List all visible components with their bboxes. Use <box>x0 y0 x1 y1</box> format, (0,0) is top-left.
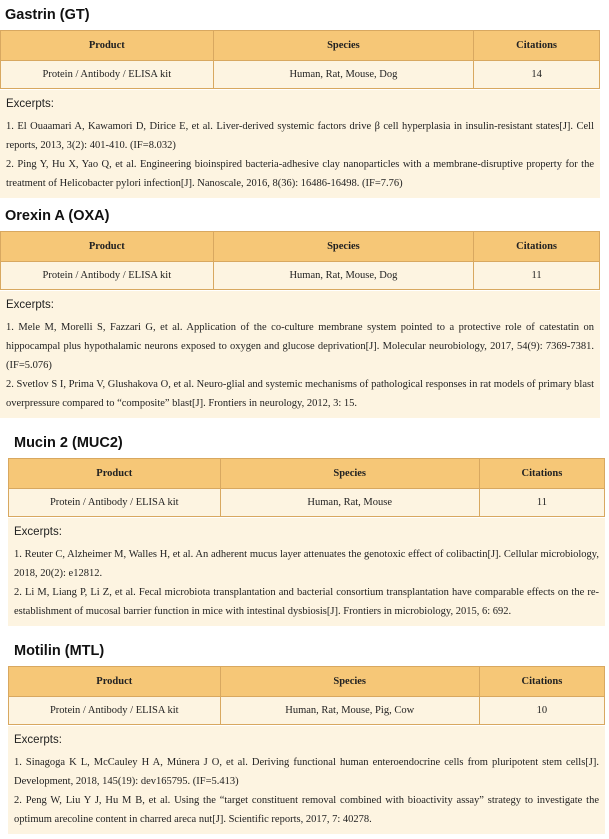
excerpts-box <box>0 90 600 198</box>
section-mucin-2 <box>8 428 605 626</box>
product-cell: Protein / Antibody / ELISA kit <box>1 262 214 290</box>
section-motilin <box>8 636 605 834</box>
product-cell: Protein / Antibody / ELISA kit <box>9 697 221 725</box>
product-cell: Protein / Antibody / ELISA kit <box>9 489 221 517</box>
reference-item: 2. Peng W, Liu Y J, Hu M B, et al. Using the “target constituent removal combined with bioactivity assay” strategy to investigate the optimum arecoline content in charred areca nut[J]. Scientific reports, 2017, 7: 40278. <box>14 795 599 825</box>
citations-header: Citations <box>479 459 604 489</box>
product-header: Product <box>9 459 221 489</box>
citations-cell: 10 <box>479 697 604 725</box>
table-header-row <box>9 667 605 697</box>
excerpts-label: Excerpts: <box>6 299 54 311</box>
reference-item: 1. Mele M, Morelli S, Fazzari G, et al. Application of the co-culture membrane system pointed to a protective role of catestatin on hippocampal plus hypothalamic neurons exposed to oxygen and glucose deprivation[J]. Molecular neurobiology, 2017, 54(9): 7369-7381. (IF=5.076) <box>6 322 594 371</box>
species-header: Species <box>220 667 479 697</box>
section-gastrin <box>0 0 600 198</box>
table-row <box>1 61 600 89</box>
section-title: Orexin A (OXA) <box>5 208 110 224</box>
excerpts-box <box>8 726 605 834</box>
citations-cell: 11 <box>479 489 604 517</box>
citations-cell: 11 <box>474 262 600 290</box>
info-table <box>8 666 605 725</box>
excerpts-label: Excerpts: <box>14 734 62 746</box>
table-row <box>9 697 605 725</box>
reference-item: 2. Li M, Liang P, Li Z, et al. Fecal microbiota transplantation and bacterial consortium transplantation have comparable effects on the re-establishment of mucosal barrier function in mice with intestinal dysbiosis[J]. Frontiers in microbiology, 2015, 6: 692. <box>14 587 599 617</box>
section-title: Motilin (MTL) <box>14 643 105 659</box>
section-title: Mucin 2 (MUC2) <box>14 435 123 451</box>
citations-header: Citations <box>474 31 600 61</box>
reference-item: 1. Sinagoga K L, McCauley H A, Múnera J O, et al. Deriving functional human enteroendocrine cells from pluripotent stem cells[J]. Development, 2018, 145(19): dev165795. (IF=5.413) <box>14 757 599 787</box>
info-table <box>0 30 600 89</box>
reference-item: 1. El Ouaamari A, Kawamori D, Dirice E, et al. Liver-derived systemic factors drive β cell hyperplasia in insulin-resistant states[J]. Cell reports, 2013, 3(2): 401-410. (IF=8.032) <box>6 121 594 151</box>
excerpts-box <box>8 518 605 626</box>
species-cell: Human, Rat, Mouse, Pig, Cow <box>220 697 479 725</box>
table-header-row <box>1 232 600 262</box>
product-header: Product <box>1 31 214 61</box>
table-header-row <box>9 459 605 489</box>
citations-header: Citations <box>479 667 604 697</box>
product-header: Product <box>9 667 221 697</box>
species-header: Species <box>220 459 479 489</box>
species-header: Species <box>213 31 474 61</box>
table-row <box>1 262 600 290</box>
species-cell: Human, Rat, Mouse, Dog <box>213 262 474 290</box>
info-table <box>8 458 605 517</box>
product-header: Product <box>1 232 214 262</box>
info-table <box>0 231 600 290</box>
citations-cell: 14 <box>474 61 600 89</box>
species-cell: Human, Rat, Mouse, Dog <box>213 61 474 89</box>
product-cell: Protein / Antibody / ELISA kit <box>1 61 214 89</box>
reference-item: 2. Ping Y, Hu X, Yao Q, et al. Engineering bioinspired bacteria-adhesive clay nanoparticles with a membrane-disruptive property for the treatment of Helicobacter pylori infection[J]. Nanoscale, 2016, 8(36): 16486-16498. (IF=7.76) <box>6 159 594 189</box>
table-row <box>9 489 605 517</box>
excerpts-box <box>0 291 600 418</box>
excerpts-label: Excerpts: <box>14 526 62 538</box>
species-cell: Human, Rat, Mouse <box>220 489 479 517</box>
reference-item: 1. Reuter C, Alzheimer M, Walles H, et al. An adherent mucus layer attenuates the genotoxic effect of colibactin[J]. Cellular microbiology, 2018, 20(2): e12812. <box>14 549 599 579</box>
section-orexin-a <box>0 201 600 418</box>
table-header-row <box>1 31 600 61</box>
species-header: Species <box>213 232 474 262</box>
citations-header: Citations <box>474 232 600 262</box>
excerpts-label: Excerpts: <box>6 98 54 110</box>
reference-item: 2. Svetlov S I, Prima V, Glushakova O, et al. Neuro-glial and systemic mechanisms of pathological responses in rat models of primary blast overpressure compared to “composite” blast[J]. Frontiers in neurology, 2012, 3: 15. <box>6 379 594 409</box>
section-title: Gastrin (GT) <box>5 7 90 23</box>
